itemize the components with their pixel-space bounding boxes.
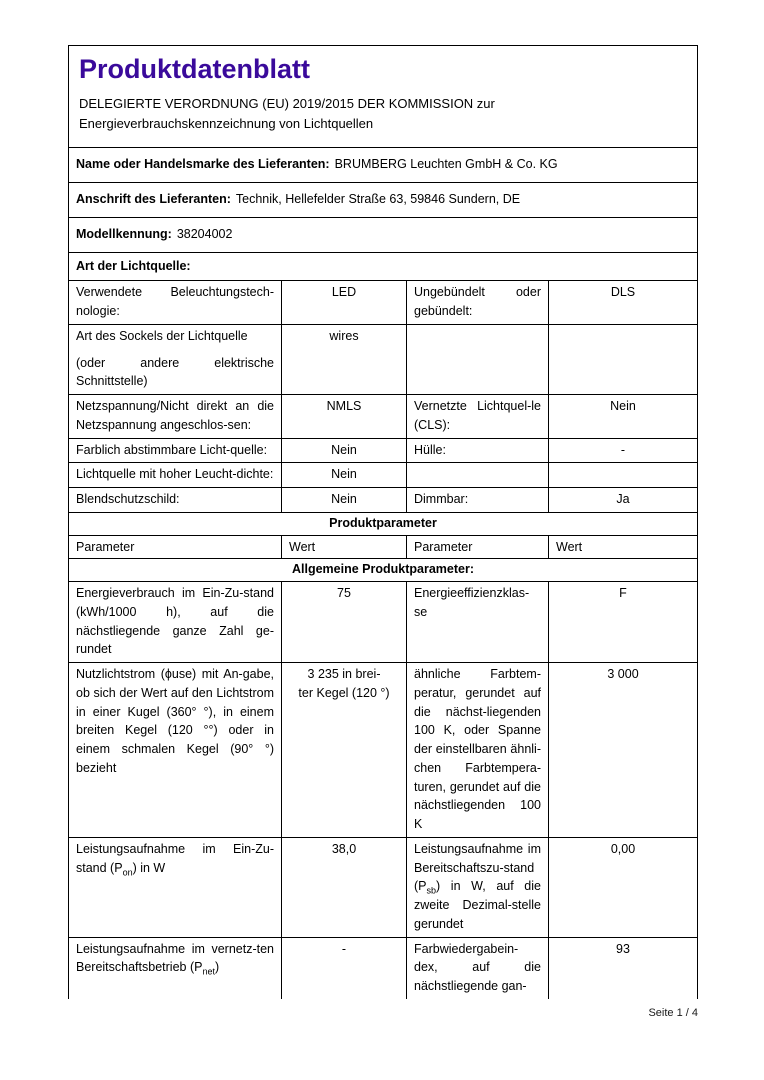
cell-cls-label: Vernetzte Lichtquel-le (CLS):	[407, 395, 549, 439]
supplier-name-row	[69, 148, 698, 183]
row-useful-luminous-flux	[69, 663, 698, 838]
subscript-on: on	[122, 867, 133, 878]
supplier-address-value: Technik, Hellefelder Straße 63, 59846 Sundern, DE	[235, 192, 521, 207]
row-energy-consumption	[69, 582, 698, 663]
cell-on-mode-power-value: 38,0	[282, 837, 407, 937]
cell-empty	[407, 463, 549, 488]
header-block-row	[69, 46, 698, 148]
general-parameters-heading: Allgemeine Produktparameter:	[69, 559, 698, 582]
row-socket	[69, 324, 698, 394]
cell-high-luminance-value: Nein	[282, 463, 407, 488]
cell-mains-value: NMLS	[282, 395, 407, 439]
row-colour-tunable	[69, 438, 698, 463]
row-networked-standby: Leistungsaufnahme im vernetz-ten Bereitschaftsbetrieb $(P_{net})$ - Farbwiedergabein-dex, auf die nächstliegende gan- 93	[69, 937, 698, 999]
model-id-label: Modellkennung:	[76, 226, 172, 241]
cell-socket-label-line1: Art des Sockels der Lichtquelle	[76, 328, 248, 343]
cell-networked-standby-value: -	[282, 937, 407, 999]
page-title: Produktdatenblatt	[79, 54, 311, 84]
light-source-type-label: Art der Lichtquelle:	[76, 258, 191, 273]
cell-directional-value: DLS	[549, 281, 698, 325]
supplier-name-label: Name oder Handelsmarke des Lieferanten:	[76, 157, 330, 172]
regulation-subtitle-line2: Energieverbrauchskennzeichnung von Lichtquellen	[79, 116, 374, 132]
supplier-name-value: BRUMBERG Leuchten GmbH & Co. KG	[334, 157, 558, 172]
product-datasheet-table	[68, 45, 698, 999]
model-id-value: 38204002	[176, 226, 233, 241]
row-on-mode-power: Leistungsaufnahme im Ein-Zu-stand $(P_{on})$ in W 38,0 Leistungsaufnahme im Bereitschaftszu-stand $(P_{sb})$ in W, auf die zweite Dezimal-stelle gerundet 0,00	[69, 837, 698, 937]
cell-energy-consumption-label: Energieverbrauch im Ein-Zu-stand (kWh/1000 h), auf die nächstliegende ganze Zahl ge-rundet	[69, 582, 282, 663]
cell-colour-tunable-label: Farblich abstimmbare Licht-quelle:	[69, 438, 282, 463]
subsection-header-row	[69, 559, 698, 582]
cell-colour-temperature-value: 3 000	[549, 663, 698, 838]
cell-envelope-label: Hülle:	[407, 438, 549, 463]
supplier-address-label: Anschrift des Lieferanten:	[76, 192, 231, 207]
cell-on-mode-power-label: Leistungsaufnahme im Ein-Zu-stand (P	[76, 841, 274, 875]
cell-colour-tunable-value: Nein	[282, 438, 407, 463]
cell-technology-label: Verwendete Beleuchtungstech-nologie:	[69, 281, 282, 325]
column-header-wert-1: Wert	[282, 535, 407, 559]
subscript-sb: sb	[426, 885, 437, 896]
column-header-wert-2: Wert	[549, 535, 698, 559]
cell-cri-value: 93	[549, 937, 698, 999]
column-header-row	[69, 535, 698, 559]
cell-networked-standby-label: Leistungsaufnahme im vernetz-ten Bereitschaftsbetrieb (P	[76, 941, 274, 975]
cell-cls-value: Nein	[549, 395, 698, 439]
product-parameters-heading: Produktparameter	[69, 512, 698, 535]
column-header-parameter-1: Parameter	[69, 535, 282, 559]
cell-mains-label: Netzspannung/Nicht direkt an die Netzspannung angeschlos-sen:	[69, 395, 282, 439]
row-high-luminance	[69, 463, 698, 488]
cell-efficiency-class-label: Energieeffizienzklas-se	[407, 582, 549, 663]
section-header-row	[69, 512, 698, 535]
row-technology	[69, 281, 698, 325]
cell-dimmable-value: Ja	[549, 488, 698, 513]
cell-empty	[549, 324, 698, 394]
cell-socket-label-line2: (oder andere elektrische Schnittstelle)	[76, 355, 274, 389]
cell-directional-label: Ungebündelt oder gebündelt:	[407, 281, 549, 325]
cell-luminous-flux-value-line1: 3 235 in brei-	[307, 667, 381, 682]
cell-colour-temperature-label: ähnliche Farbtem-peratur, gerundet auf die nächst-liegenden 100 K, oder Spanne der einstellbaren ähnli-chen Farbtempera-turen, gerundet auf die nächstliegenden 100 K	[407, 663, 549, 838]
column-header-parameter-2: Parameter	[407, 535, 549, 559]
model-id-row	[69, 217, 698, 252]
subscript-net: net	[202, 966, 215, 977]
cell-socket-value: wires	[282, 324, 407, 394]
cell-empty	[549, 463, 698, 488]
cell-envelope-value: -	[549, 438, 698, 463]
cell-empty	[407, 324, 549, 394]
cell-cri-label: Farbwiedergabein-dex, auf die nächstliegende gan-	[407, 937, 549, 999]
cell-luminous-flux-value-line2: ter Kegel (120 °)	[298, 685, 390, 700]
supplier-address-row	[69, 183, 698, 218]
cell-anti-glare-label: Blendschutzschild:	[69, 488, 282, 513]
row-mains	[69, 395, 698, 439]
cell-luminous-flux-label: Nutzlichtstrom (ϕuse) mit An-gabe, ob sich der Wert auf den Lichtstrom in einer Kugel (360° °), in einem breiten Kegel (120 °°) oder in einem schmalen Kegel (90° °) bezieht	[69, 663, 282, 838]
cell-energy-consumption-value: 75	[282, 582, 407, 663]
row-anti-glare	[69, 488, 698, 513]
page-number: Seite 1 / 4	[648, 1007, 698, 1019]
cell-technology-value: LED	[282, 281, 407, 325]
regulation-subtitle-line1: DELEGIERTE VERORDNUNG (EU) 2019/2015 DER KOMMISSION zur	[79, 96, 495, 112]
cell-standby-power-label: Leistungsaufnahme im Bereitschaftszu-stand (P	[414, 841, 541, 894]
cell-anti-glare-value: Nein	[282, 488, 407, 513]
cell-efficiency-class-value: F	[549, 582, 698, 663]
cell-standby-power-value: 0,00	[549, 837, 698, 937]
cell-high-luminance-label: Lichtquelle mit hoher Leucht-dichte:	[69, 463, 282, 488]
cell-dimmable-label: Dimmbar:	[407, 488, 549, 513]
document-page	[68, 45, 698, 1019]
light-source-type-row	[69, 252, 698, 281]
